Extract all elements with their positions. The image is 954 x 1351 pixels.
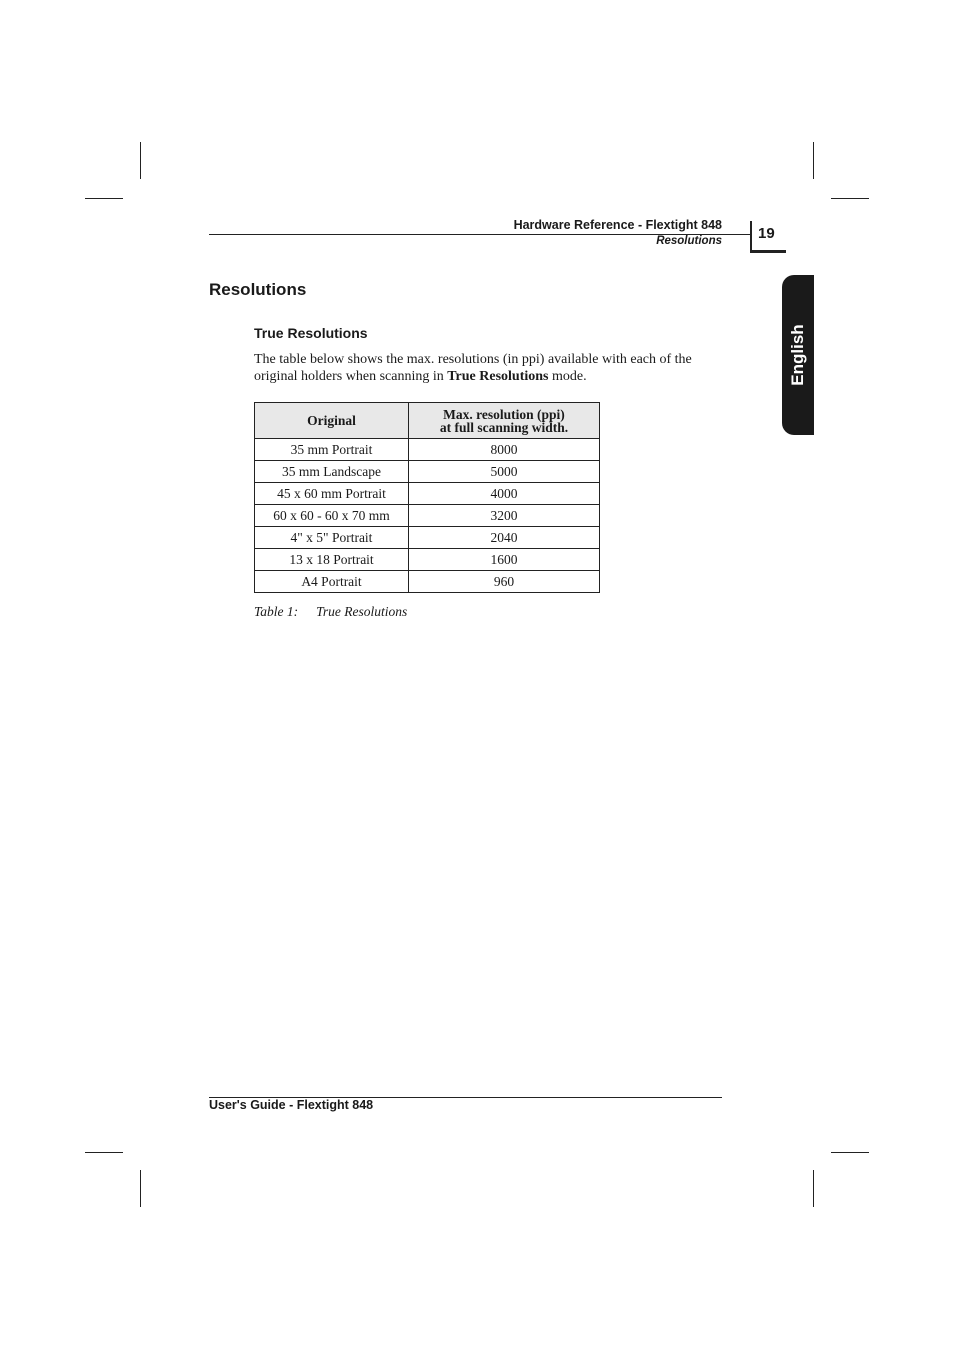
cell-original: 35 mm Landscape — [255, 461, 409, 483]
column-header-line: at full scanning width. — [439, 419, 569, 435]
table-row — [255, 527, 600, 549]
table-row — [255, 549, 600, 571]
column-header-line: Max. resolution (ppi) — [443, 406, 565, 422]
paragraph-bold-term: True Resolutions — [447, 368, 549, 384]
cell-original: 13 x 18 Portrait — [255, 549, 409, 571]
table-row — [255, 483, 600, 505]
crop-mark — [85, 198, 123, 199]
crop-mark — [813, 1170, 814, 1207]
language-tab — [782, 275, 814, 435]
table-row — [255, 505, 600, 527]
cell-resolution: 2040 — [409, 527, 600, 549]
cell-resolution: 5000 — [409, 461, 600, 483]
column-header-original: Original — [255, 403, 409, 439]
cell-original: A4 Portrait — [255, 571, 409, 593]
paragraph-text: The table below shows the max. resolutions (in ppi) available with each of the original holders when scanning in — [254, 352, 692, 384]
table-row — [255, 461, 600, 483]
cell-original: 60 x 60 - 60 x 70 mm — [255, 505, 409, 527]
page-number: 19 — [758, 225, 775, 242]
footer-text: User's Guide - Flextight 848 — [209, 1098, 374, 1112]
running-header-subtitle: Resolutions — [656, 235, 722, 247]
cell-resolution: 4000 — [409, 483, 600, 505]
table-row — [255, 439, 600, 461]
caption-title: True Resolutions — [316, 604, 408, 619]
cell-resolution: 3200 — [409, 505, 600, 527]
caption-label: Table 1: — [254, 604, 299, 619]
crop-mark — [140, 1170, 141, 1207]
cell-resolution: 1600 — [409, 549, 600, 571]
table-row — [255, 571, 600, 593]
crop-mark — [140, 142, 141, 179]
cell-original: 45 x 60 mm Portrait — [255, 483, 409, 505]
subsection-heading: True Resolutions — [254, 325, 368, 341]
cell-resolution: 960 — [409, 571, 600, 593]
crop-mark — [831, 198, 869, 199]
crop-mark — [813, 142, 814, 179]
crop-mark — [831, 1152, 869, 1153]
language-tab-label: English — [788, 324, 807, 386]
cell-original: 35 mm Portrait — [255, 439, 409, 461]
table-caption — [254, 604, 407, 620]
table-header-row — [255, 403, 600, 439]
paragraph-text: mode. — [548, 368, 587, 384]
cell-original: 4" x 5" Portrait — [255, 527, 409, 549]
running-header-title: Hardware Reference - Flextight 848 — [513, 218, 722, 232]
resolutions-table — [254, 402, 600, 593]
crop-mark — [85, 1152, 123, 1153]
intro-paragraph — [254, 352, 724, 385]
column-header-max-resolution — [409, 403, 600, 439]
cell-resolution: 8000 — [409, 439, 600, 461]
section-heading: Resolutions — [209, 280, 307, 299]
